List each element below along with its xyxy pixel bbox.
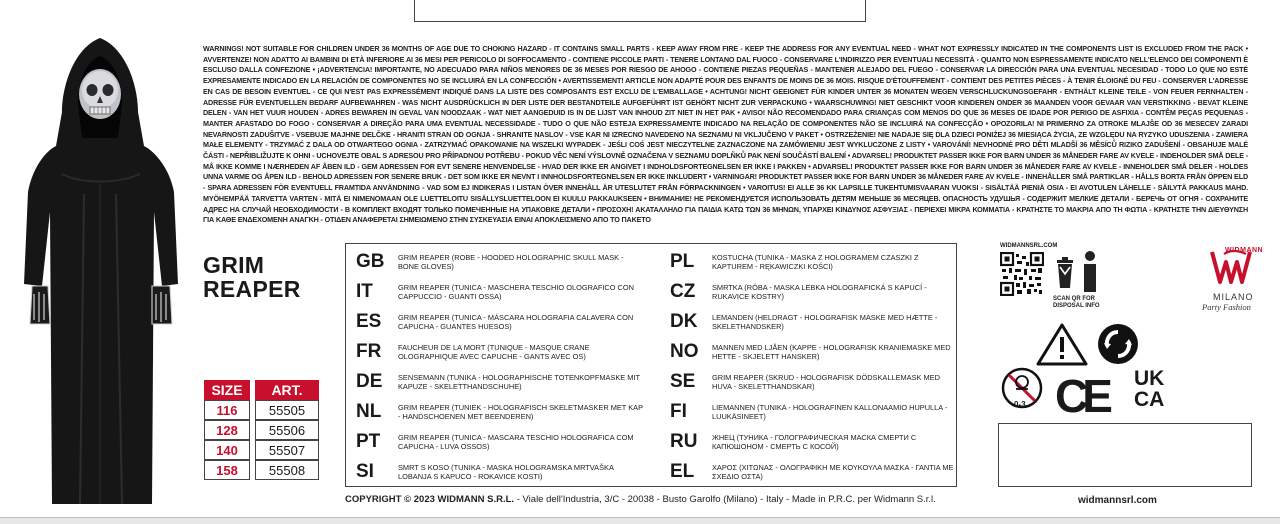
language-description: GRIM REAPER (TUNICA - MÁSCARA HOLOGRAFIA CALAVERA CON CAPUCHA - GUANTES HUESOS) — [398, 313, 634, 331]
language-entry-se — [670, 370, 970, 396]
size-cell: 116 — [204, 400, 250, 420]
language-code: FR — [356, 341, 382, 362]
language-description: ЖНЕЦ (ТУНИКА - ГОЛОГРАФИЧЕСКАЯ МАСКА СМЕРТИ С КАПЮШОНОМ - СМЕРТЬ С КОСОЙ) — [712, 433, 917, 451]
language-entry-pl — [670, 250, 970, 276]
language-code: GB — [356, 251, 385, 272]
size-cell: 128 — [204, 420, 250, 440]
language-entry-nl — [356, 400, 656, 426]
brand-logo-text: WIDMANN — [1225, 247, 1264, 254]
size-cell: 158 — [204, 460, 250, 480]
qr-code-icon — [1000, 252, 1044, 296]
product-title: GRIM REAPER — [203, 252, 301, 302]
brand-city: MILANO — [1213, 292, 1254, 302]
qr-label: WIDMANNSRL.COM — [1000, 243, 1058, 249]
size-header: SIZE — [204, 380, 250, 400]
language-entry-fr — [356, 340, 656, 366]
language-description: GRIM REAPER (SKRUD - HOLOGRAFISK DÖDSKALLEMASK MED HUVA - SKELETTHANDSKAR) — [712, 373, 940, 391]
table-row — [204, 440, 319, 460]
language-code: FI — [670, 401, 687, 422]
recycle-icon — [1096, 322, 1140, 366]
article-header: ART. — [255, 380, 319, 400]
language-description: MANNEN MED LJÅEN (KAPPE - HOLOGRAFISK KRANIEMASKE MED HETTE - SKJELETT HANSKER) — [712, 343, 951, 361]
language-entry-fi — [670, 400, 970, 426]
language-entry-el — [670, 460, 970, 486]
language-entry-es — [356, 310, 656, 336]
language-description: KOSTUCHA (TUNIKA - MASKA Z HOLOGRAMEM CZASZKI Z KAPTUREM - RĘKAWICZKI KOŚCI) — [712, 253, 919, 271]
language-code: PT — [356, 431, 381, 452]
language-code: NO — [670, 341, 699, 362]
language-entry-dk — [670, 310, 970, 336]
language-description: SMRT S KOSO (TUNIKA - MASKA HOLOGRAMSKA MRTVAŠKA LOBANJA S KAPUCO - ROKAVICE KOSTI) — [398, 463, 614, 481]
top-window-box — [414, 0, 866, 22]
language-code: CZ — [670, 281, 696, 302]
language-code: DK — [670, 311, 698, 332]
article-cell: 55505 — [255, 400, 319, 420]
ukca-line-1: UK — [1134, 367, 1165, 390]
ukca-line-2: CA — [1134, 388, 1165, 411]
language-description: LEMANDEN (HELDRAGT - HOLOGRAFISK MASKE MED HÆTTE - SKELETHANDSKER) — [712, 313, 938, 331]
info-icon — [1078, 250, 1102, 294]
language-code: IT — [356, 281, 373, 302]
language-description: GRIM REAPER (TUNIEK - HOLOGRAFISCH SKELETMASKER MET KAP - HANDSCHOENEN MET BEENDEREN) — [398, 403, 643, 421]
language-code: DE — [356, 371, 383, 392]
ce-mark: CE — [1055, 370, 1107, 422]
copyright-line — [345, 494, 936, 505]
age-label: 0-3 — [1014, 400, 1026, 409]
language-entry-de — [356, 370, 656, 396]
brand-tagline: Party Fashion — [1202, 302, 1251, 312]
warning-triangle-icon — [1036, 322, 1088, 366]
language-description: ΧΑΡΟΣ (ΧΙΤΩΝΑΣ - ΟΛΟΓΡΑΦΙΚΗ ΜΕ ΚΟΥΚΟΥΛΑ ΜΑΣΚΑ - ΓΑΝΤΙΑ ΜΕ ΣΧΕΔΙΟ ΟΣΤΑ) — [712, 463, 954, 481]
language-code: PL — [670, 251, 695, 272]
article-cell: 55507 — [255, 440, 319, 460]
scan-qr-disposal-text: SCAN QR FOR DISPOSAL INFO — [1053, 296, 1100, 309]
language-entry-it — [356, 280, 656, 306]
language-code: EL — [670, 461, 695, 482]
table-row — [204, 460, 319, 480]
ukca-mark — [1134, 368, 1164, 410]
article-cell: 55508 — [255, 460, 319, 480]
language-entry-no — [670, 340, 970, 366]
language-code: SI — [356, 461, 374, 482]
language-description: LIEMANNEN (TUNIKA - HOLOGRAFINEN KALLONAAMIO HUPULLA - LUUKÄSINEET) — [712, 403, 948, 421]
language-description: FAUCHEUR DE LA MORT (TUNIQUE - MASQUE CRANE OLOGRAPHIQUE AVEC CAPUCHE - GANTS AVEC OS) — [398, 343, 590, 361]
blank-info-box — [998, 423, 1252, 487]
language-description: GRIM REAPER (ROBE - HOODED HOLOGRAPHIC SKULL MASK - BONE GLOVES) — [398, 253, 624, 271]
language-description: SENSEMANN (TUNIKA - HOLOGRAPHISCHE TOTENKOPFMASKE MIT KAPUZE - SKELETTHANDSCHUHE) — [398, 373, 640, 391]
website-url: widmannsrl.com — [1078, 495, 1157, 506]
language-descriptions-box — [345, 243, 957, 487]
language-description: GRIM REAPER (TUNICA - MASCHERA TESCHIO OLOGRAFICO CON CAPPUCCIO - GUANTI OSSA) — [398, 283, 634, 301]
language-code: ES — [356, 311, 382, 332]
copyright-address: - Viale dell'Industria, 3/C - 20038 - Busto Garolfo (Milano) - Italy - Made in P.R.C. per Widmann S.r.l. — [514, 494, 936, 505]
language-description: GRIM REAPER (TUNICA - MASCARA TESCHIO HOLOGRAFICA COM CAPUCHA - LUVA OSSOS) — [398, 433, 634, 451]
grim-reaper-figure — [22, 34, 178, 514]
recycling-bin-icon — [1054, 252, 1076, 292]
copyright-owner: COPYRIGHT © 2023 WIDMANN S.R.L. — [345, 494, 515, 505]
language-description: SMRTKA (RÓBA - MASKA LEBKA HOLOGRAFICKÁ S KAPUCÍ - RUKAVICE KOSTRY) — [712, 283, 927, 301]
language-code: SE — [670, 371, 696, 392]
table-row — [204, 400, 319, 420]
language-entry-ru — [670, 430, 970, 456]
language-entry-pt — [356, 430, 656, 456]
table-row — [204, 420, 319, 440]
size-cell: 140 — [204, 440, 250, 460]
language-code: RU — [670, 431, 698, 452]
language-code: NL — [356, 401, 382, 422]
safety-warnings-text: WARNINGS! NOT SUITABLE FOR CHILDREN UNDER 36 MONTHS OF AGE DUE TO CHOKING HAZARD - IT CONTAINS SMALL PARTS - KEEP AWAY FROM FIRE - KEEP THE ADDRESS FOR ANY EVENTUAL NEED - WHAT NOT EXPRESSLY INDICATED IN THE COMPONENTS LIST IS EXCLUDED FROM THE PACK • AVVERTENZE! NON ADATTO AI BAMBINI DI ETÀ INFERIORE AI 36 MESI PER PERICOLO DI SOFFOCAMENTO - CONTIENE PICCOLE PARTI - TENERE LONTANO DAL FUOCO - CONSERVARE L'INDIRIZZO PER EVENTUALI NECESSITÀ - QUANTO NON ESPRESSAMENTE INDICATO NELL'ELENCO DEI COMPONENTI È ESCLUSO DALLA CONFEZIONE • ¡ADVERTENCIA! IMPORTANTE, NO ADECUADO PARA NIÑOS MENORES DE 36 MESES POR RIESGO DE AHOGO - CONTIENE PIEZAS PEQUEÑAS - MANTENER ALEJADO DEL FUEGO - CONSERVAR LA DIRECCIÓN PARA UNA EVENTUAL NECESIDAD - TODO LO QUE NO ESTÉ EXPRESAMENTE INDICADO EN LA RELACIÓN DE COMPONENTES NO SE INCLUIRÁ EN LA CONFECCIÓN • AVERTISSEMENT! ARTICLE NON ADAPTÉ POUR DES ENFANTS DE MOINS DE 36 MOIS. RISQUE D'ÉTOUFFEMENT - CONTIENT DES PETITES PIÈCES - À TENIR ÉLOIGNÉ DU FEU - CONSERVER L'ADRESSE EN CAS DE BESOIN EVENTUEL - CE QUI N'EST PAS EXPRESSÉMENT INDIQUÉ DANS LA LISTE DES COMPOSANTS EST EXCLU DE L'EMBALLAGE • ACHTUNG! NICHT GEEIGNET FÜR KINDER UNTER 36 MONATEN WEGEN VERSCHLUCKUNGSGEFAHR - ENTHÄLT KLEINE TEILE - VON FEUER FERNHALTEN - ADRESSE FÜR EVENTUELLEN BEDARF AUFBEWAHREN - WAS NICHT AUSDRÜCKLICH IN DER LISTE DER BESTANDTEILE AUFGEFÜHRT IST GEHÖRT NICHT ZUR VERPACKUNG • WAARSCHUWING! NIET GESCHIKT VOOR KINDEREN ONDER 36 MAANDEN VOOR GEVAAR VAN VERSTIKKING - BEVAT KLEINE DELEN - VAN HET VUUR HOUDEN - ADRES BEWAREN IN GEVAL VAN NOODZAAK - WAT NIET AANGEDUID IS IN DE LIJST VAN INHOUD ZIT NIET IN HET PAK • AVISO! NÃO RECOMENDADO PARA CRIANÇAS COM MENOS DO QUE 36 MESES DE IDADE POR PERIGO DE ASFIXIA - CONTÊM PEÇAS PEQUENAS - MANTER AFASTADO DO FOGO - CONSERVAR A DIREÇÃO PARA UMA EVENTUAL NECESSIDADE - TUDO O QUE NÃO ESTEJA EXPRESSAMENTE INDICADO NA RELAÇÃO DE COMPONENTES NÃO SE INCLUIRÁ NA CONFECÇÃO • OPOZORILA! NI PRIMERNO ZA OTROKE MLAJŠE OD 36 MESECEV ZARADI NEVARNOSTI ZADUŠITVE - VSEBUJE MAJHNE DELČKE - HRANITI STRAN OD OGNJA - SHRANITE NASLOV - VSE KAR NI IZRECNO NAVEDENO NA SEZNAMU NI VKLJUČENO V PAKET • OSTRZEŻENIE! NIE NADAJE SIĘ DLA DZIECI PONIŻEJ 36 MIESIĄCA ŻYCIA, ZE WZGLĘDU NA RYZYKO UDUSZENIA - ZAWIERA MAŁE ELEMENTY - TRZYMAĆ Z DALA OD OTWARTEGO OGNIA - ZATRZYMAĆ OPAKOWANIE NA WSZELKI WYPADEK - JEŚLI COŚ JEST NIECZYTELNE ZAZNACZONE NA ZAMÓWIENIU JEST WYKLUCZONE Z LISTY • VAROVÁNÍ! NEVHODNÉ PRO DĚTI MLADŠÍ 36 MĚSÍCŮ RIZIKO ZADUŠENÍ - OBSAHUJE MALÉ ČÁSTI - NEPŘIBLIŽUJTE K OHNI - UCHOVEJTE OBAL S ADRESOU PRO PŘÍPADNOU POTŘEBU - POKUD VĚC NENÍ VÝSLOVNĚ OZNAČENA V SEZNAMU DOPLŇKŮ PAK NENÍ SOUČÁSTÍ BALENÍ • ADVARSEL! PRODUKTET PASSER IKKE FOR BARN UNDER 36 MÅNEDER FARE AV KVELE - INDEHOLDER SMÅ DELE - MÅ IKKE KOMME I NÆRHEDEN AF ÅBEN ILD - GEM ADRESSEN FOR EVT SENERE HENVENDELSE - HVAD DER IKKE ER ANGIVET I INDHOLDSFORTEGNELSEN ER IKKE I PAKKEN • ADVARSEL! PRODUKTET PASSER IKKE FOR BARN UNDER 36 MÅNEDER FARE AV KVELE - INNEHOLDER SMÅ DELER - HOLDES UNNA VARME OG ÅPEN ILD - BEHOLD ADRESSEN FOR SENERE BRUK - DET SOM IKKE ER NEVNT I INNHOLDSFORTEGNELSEN ER IKKE INKLUDERT • VARNINGAR! PRODUKTET PASSER IKKE FOR BARN UNDER 36 MÅNEDER FARE AV KVELE - INNEHÅLLER SMÅ PARTIKLAR - HÅLLS BORTA FRÅN ÖPPEN ELD - SPARA ADRESSEN FÖR EVENTUELL FRAMTIDA ANVÄNDNING - VAD SOM EJ INDIKERAS I LISTAN ÖVER INNEHÅLL ÄR UTESLUTET FRÅN FÖRPACKNINGEN • VAROITUS! EI ALLE 36 KK LAPSILLE TUKEHTUMISVAARAN VUOKSI - SISÄLTÄÄ PIENIÄ OSIA - EI AVOTULEN LÄHELLE - SÄILYTÄ PAKKAUS MAHD. MYÖHEMPÄÄ TARVETTA VARTEN - MITÄ EI NIMENOMAAN OLE LUETTELOITU SISÄLLYSLUETTELOON EI KUULU PAKKAUKSEEN • ВНИМАНИЕ! НЕ РЕКОМЕНДУЕТСЯ ИСПОЛЬЗОВАТЬ ДЕТЯМ МЕНЬШЕ 36 МЕСЯЦЕВ. ОПАСНОСТЬ УДУШЬЯ - СОДЕРЖИТ МЕЛКИЕ ДЕТАЛИ - БЕРЕЧЬ ОТ ОГНЯ - СОХРАНИТЕ АДРЕС НА СЛУЧАЙ НЕОБХОДИМОСТИ - В КОМПЛЕКТ ВХОДЯТ ТОЛЬКО ПОМЕЧЕННЫЕ НА УПАКОВКЕ ДЕТАЛИ • ΠΡΟΣΟΧΗ! ΑΚΑΤΑΛΛΗΛΟ ΓΙΑ ΠΑΙΔΙΑ ΚΑΤΩ ΤΩΝ 36 ΜΗΝΩΝ, ΥΠΑΡΧΕΙ ΚΙΝΔΥΝΟΣ ΑΣΦΥΞΙΑΣ - ΠΕΡΙΕΧΕΙ ΜΙΚΡΑ ΚΟΜΜΑΤΙΑ - ΚΡΑΤΗΣΤΕ ΤΟ ΜΑΚΡΙΑ ΑΠΟ ΤΗ ΦΩΤΙΑ - ΚΡΑΤΗΣΤΕ ΤΗΝ ΔΙΕΥΘΥΝΣΗ ΓΙΑ ΚΑΘΕ ΕΝΔΕΧΟΜΕΝΗ ΑΝΑΓΚΗ - ΟΤΙΔΕΝ ΑΝΑΦΕΡΕΤΑΙ ΣΗΜΕΙΩΜΕΝΟ ΣΤΗΝ ΣΥΣΚΕΥΑΣΙΑ ΕΙΝΑΙ ΑΠΟΚΛΕΙΣΜΕΝΟ ΑΠΟ ΤΟ ΠΑΚΕΤΟ — [203, 44, 1248, 225]
language-entry-si — [356, 460, 656, 486]
size-article-table — [204, 380, 319, 480]
language-entry-cz — [670, 280, 970, 306]
language-entry-gb — [356, 250, 656, 276]
article-cell: 55506 — [255, 420, 319, 440]
